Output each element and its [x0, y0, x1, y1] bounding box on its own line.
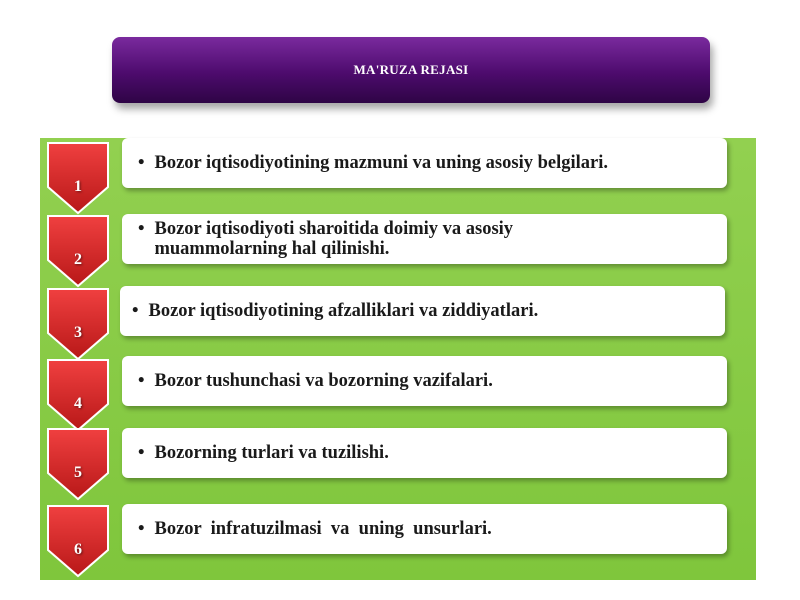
bullet-icon: • [138, 219, 145, 239]
list-item-5 [122, 428, 727, 478]
item-text: Bozor tushunchasi va bozorning vazifalari. [154, 371, 493, 391]
item-number: 2 [74, 251, 82, 268]
title-banner [112, 37, 710, 103]
item-text: Bozor infratuzilmasi va uning unsurlari. [154, 519, 492, 539]
chevron-6 [44, 502, 112, 580]
chevron-2 [44, 212, 112, 290]
list-item-3 [120, 286, 725, 336]
bullet-icon: • [138, 519, 145, 539]
chevron-5 [44, 425, 112, 503]
chevron-1 [44, 139, 112, 217]
item-number: 1 [74, 178, 82, 195]
item-text: Bozor iqtisodiyotining mazmuni va uning asosiy belgilari. [154, 153, 608, 173]
item-number: 3 [74, 324, 82, 341]
item-text: Bozor iqtisodiyotining afzalliklari va ziddiyatlari. [148, 301, 539, 321]
item-text: Bozorning turlari va tuzilishi. [154, 443, 389, 463]
chevron-3 [44, 285, 112, 363]
bullet-icon: • [138, 153, 145, 173]
item-text: Bozor iqtisodiyoti sharoitida doimiy va asosiy muammolarning hal qilinishi. [154, 219, 514, 259]
page-title: MA'RUZA REJASI [353, 62, 469, 77]
chevron-4 [44, 356, 112, 434]
bullet-icon: • [138, 371, 145, 391]
list-item-2 [122, 214, 727, 264]
bullet-icon: • [132, 301, 139, 321]
item-number: 6 [74, 541, 82, 558]
item-number: 4 [74, 395, 82, 412]
list-item-6 [122, 504, 727, 554]
bullet-icon: • [138, 443, 145, 463]
list-item-1 [122, 138, 727, 188]
list-item-4 [122, 356, 727, 406]
item-number: 5 [74, 464, 82, 481]
